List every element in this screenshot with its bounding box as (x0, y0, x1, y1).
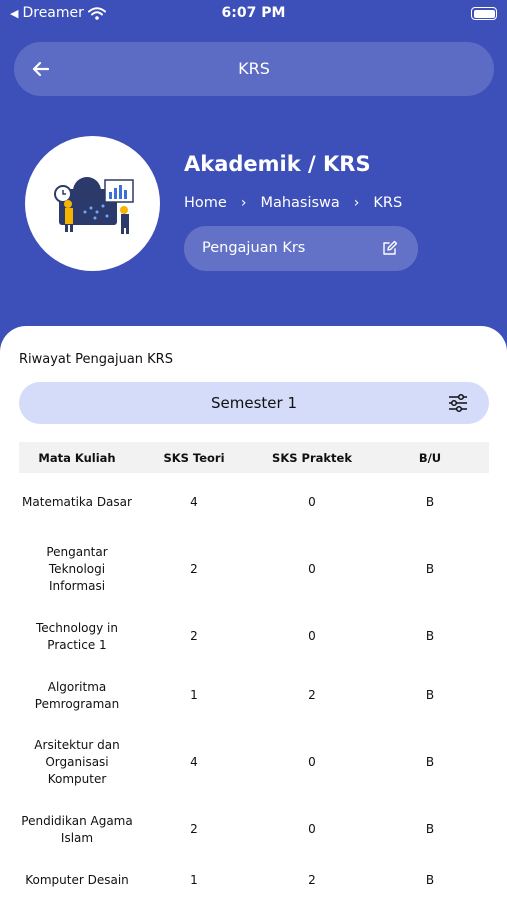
section-title: Riwayat Pengajuan KRS (19, 352, 173, 367)
cell-sks-teori: 2 (190, 629, 198, 643)
table-row (19, 666, 489, 725)
app-bar (14, 42, 494, 96)
table-header (19, 442, 489, 473)
cell-mata-kuliah: Algoritma Pemrograman (34, 679, 120, 711)
cell-sks-praktek: 0 (308, 629, 316, 643)
cell-sks-praktek: 2 (308, 872, 316, 887)
breadcrumb-mahasiswa[interactable]: Mahasiswa (260, 195, 340, 211)
sliders-icon[interactable] (447, 392, 469, 414)
chevron-left-icon: ◀ (10, 6, 19, 20)
pengajuan-krs-label: Pengajuan Krs (202, 240, 306, 256)
table-row (19, 607, 489, 666)
app-bar-title: KRS (238, 59, 270, 78)
cell-bu: B (425, 688, 435, 702)
cell-bu: B (425, 562, 435, 576)
cell-bu: B (425, 822, 435, 836)
status-bar (0, 0, 507, 28)
cell-sks-praktek: 0 (308, 562, 316, 576)
cell-mata-kuliah: Matematika Dasar (22, 495, 132, 509)
table-row (19, 473, 489, 532)
page-title: Akademik / KRS (184, 152, 371, 176)
cell-sks-teori: 1 (190, 872, 198, 887)
cell-sks-teori: 1 (190, 688, 198, 702)
table-row (19, 800, 489, 859)
chevron-right-icon: › (353, 195, 360, 211)
semester-label: Semester 1 (211, 394, 297, 412)
breadcrumb (184, 195, 402, 211)
table-row (19, 532, 489, 607)
header-sks-praktek: SKS Praktek (272, 450, 352, 465)
cell-mata-kuliah: Komputer Desain (25, 872, 129, 887)
cell-sks-teori: 2 (190, 562, 198, 576)
cell-bu: B (425, 629, 435, 643)
breadcrumb-krs: KRS (373, 195, 403, 211)
krs-table (19, 442, 489, 900)
table-row (19, 859, 489, 900)
academic-illustration (25, 136, 160, 271)
cell-bu: B (425, 495, 435, 509)
carrier-label: Dreamer (22, 5, 84, 21)
cell-sks-praktek: 0 (308, 822, 316, 836)
cell-sks-praktek: 2 (308, 688, 316, 702)
cell-mata-kuliah: Pengantar Teknologi Informasi (46, 545, 108, 593)
breadcrumb-home[interactable]: Home (184, 195, 227, 211)
semester-selector[interactable] (19, 382, 489, 424)
cell-sks-praktek: 0 (308, 755, 316, 769)
cell-bu: B (425, 872, 435, 887)
cell-sks-teori: 2 (190, 822, 198, 836)
header-bu: B/U (418, 450, 442, 465)
cell-mata-kuliah: Pendidikan Agama Islam (21, 813, 133, 845)
cell-sks-praktek: 0 (308, 495, 316, 509)
edit-icon (382, 240, 398, 256)
status-time: 6:07 PM (221, 5, 286, 21)
header-sks-teori: SKS Teori (163, 450, 225, 465)
pengajuan-krs-button[interactable] (184, 226, 418, 271)
header-mata-kuliah: Mata Kuliah (38, 450, 116, 465)
battery-icon (471, 7, 497, 20)
cell-sks-teori: 4 (190, 755, 198, 769)
chevron-right-icon: › (240, 195, 247, 211)
cell-bu: B (425, 755, 435, 769)
cell-mata-kuliah: Arsitektur dan Organisasi Komputer (34, 738, 120, 786)
cell-mata-kuliah: Technology in Practice 1 (36, 620, 118, 652)
cell-sks-teori: 4 (190, 495, 198, 509)
table-row (19, 725, 489, 800)
